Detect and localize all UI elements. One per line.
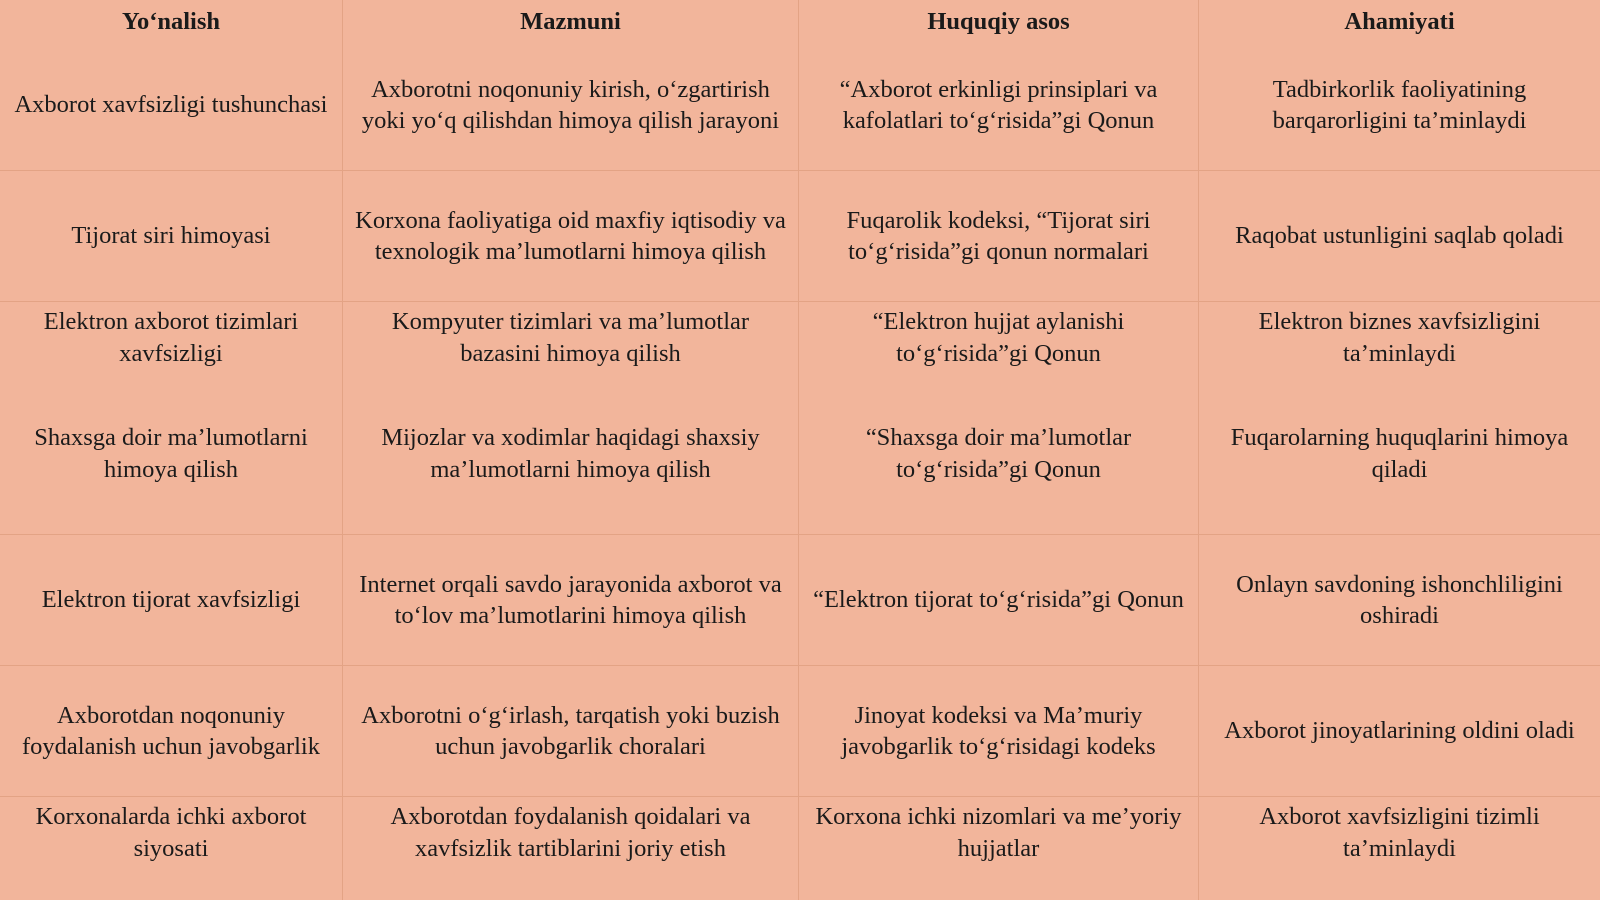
table-cell: “Axborot erkinligi prinsiplari va kafolatlari to‘g‘risida”gi Qonun — [799, 40, 1199, 171]
table-cell: Onlayn savdoning ishonchliligini oshiradi — [1199, 535, 1600, 666]
table-cell: Mijozlar va xodimlar haqidagi shaxsiy ma’lumotlarni himoya qilish — [343, 418, 799, 535]
table-cell: Elektron tijorat xavfsizligi — [0, 535, 343, 666]
table-cell: “Elektron hujjat aylanishi to‘g‘risida”gi Qonun — [799, 302, 1199, 418]
table-cell: Internet orqali savdo jarayonida axborot va to‘lov ma’lumotlarini himoya qilish — [343, 535, 799, 666]
table-cell: Fuqarolarning huquqlarini himoya qiladi — [1199, 418, 1600, 535]
table-cell: Elektron axborot tizimlari xavfsizligi — [0, 302, 343, 418]
column-header-legal-basis: Huquqiy asos — [799, 0, 1199, 40]
table-cell: Korxonalarda ichki axborot siyosati — [0, 797, 343, 900]
table-cell: Tadbirkorlik faoliyatining barqarorligini ta’minlaydi — [1199, 40, 1600, 171]
column-header-content: Mazmuni — [343, 0, 799, 40]
table-cell: Axborotdan foydalanish qoidalari va xavfsizlik tartiblarini joriy etish — [343, 797, 799, 900]
table-cell: Jinoyat kodeksi va Ma’muriy javobgarlik to‘g‘risidagi kodeks — [799, 666, 1199, 797]
table-cell: Raqobat ustunligini saqlab qoladi — [1199, 171, 1600, 302]
table-cell: Fuqarolik kodeksi, “Tijorat siri to‘g‘risida”gi qonun normalari — [799, 171, 1199, 302]
table-cell: Elektron biznes xavfsizligini ta’minlaydi — [1258, 308, 1541, 367]
table-cell: Axborotdan noqonuniy foydalanish uchun javobgarlik — [0, 666, 343, 797]
table-cell: “Shaxsga doir ma’lumotlar to‘g‘risida”gi Qonun — [799, 418, 1199, 535]
table-cell: Korxona faoliyatiga oid maxfiy iqtisodiy va texnologik ma’lumotlarni himoya qilish — [343, 171, 799, 302]
table-cell: Shaxsga doir ma’lumotlarni himoya qilish — [0, 418, 343, 535]
table-cell: Axborot xavfsizligi tushunchasi — [0, 40, 343, 171]
column-header-direction: Yo‘nalish — [0, 0, 343, 40]
table-cell: Tijorat siri himoyasi — [0, 171, 343, 302]
table-cell: Kompyuter tizimlari va ma’lumotlar bazasini himoya qilish — [343, 302, 799, 418]
table-cell: Axborotni noqonuniy kirish, o‘zgartirish yoki yo‘q qilishdan himoya qilish jarayoni — [343, 40, 799, 171]
table-cell: Axborot jinoyatlarining oldini oladi — [1199, 666, 1600, 797]
table-cell: Axborotni o‘g‘irlash, tarqatish yoki buzish uchun javobgarlik choralari — [343, 666, 799, 797]
table-cell: “Elektron tijorat to‘g‘risida”gi Qonun — [799, 535, 1199, 666]
table-cell: Korxona ichki nizomlari va me’yoriy hujjatlar — [799, 797, 1199, 900]
column-header-importance: Ahamiyati — [1344, 8, 1455, 35]
table-cell: Axborot xavfsizligini tizimli ta’minlaydi — [1259, 803, 1540, 862]
